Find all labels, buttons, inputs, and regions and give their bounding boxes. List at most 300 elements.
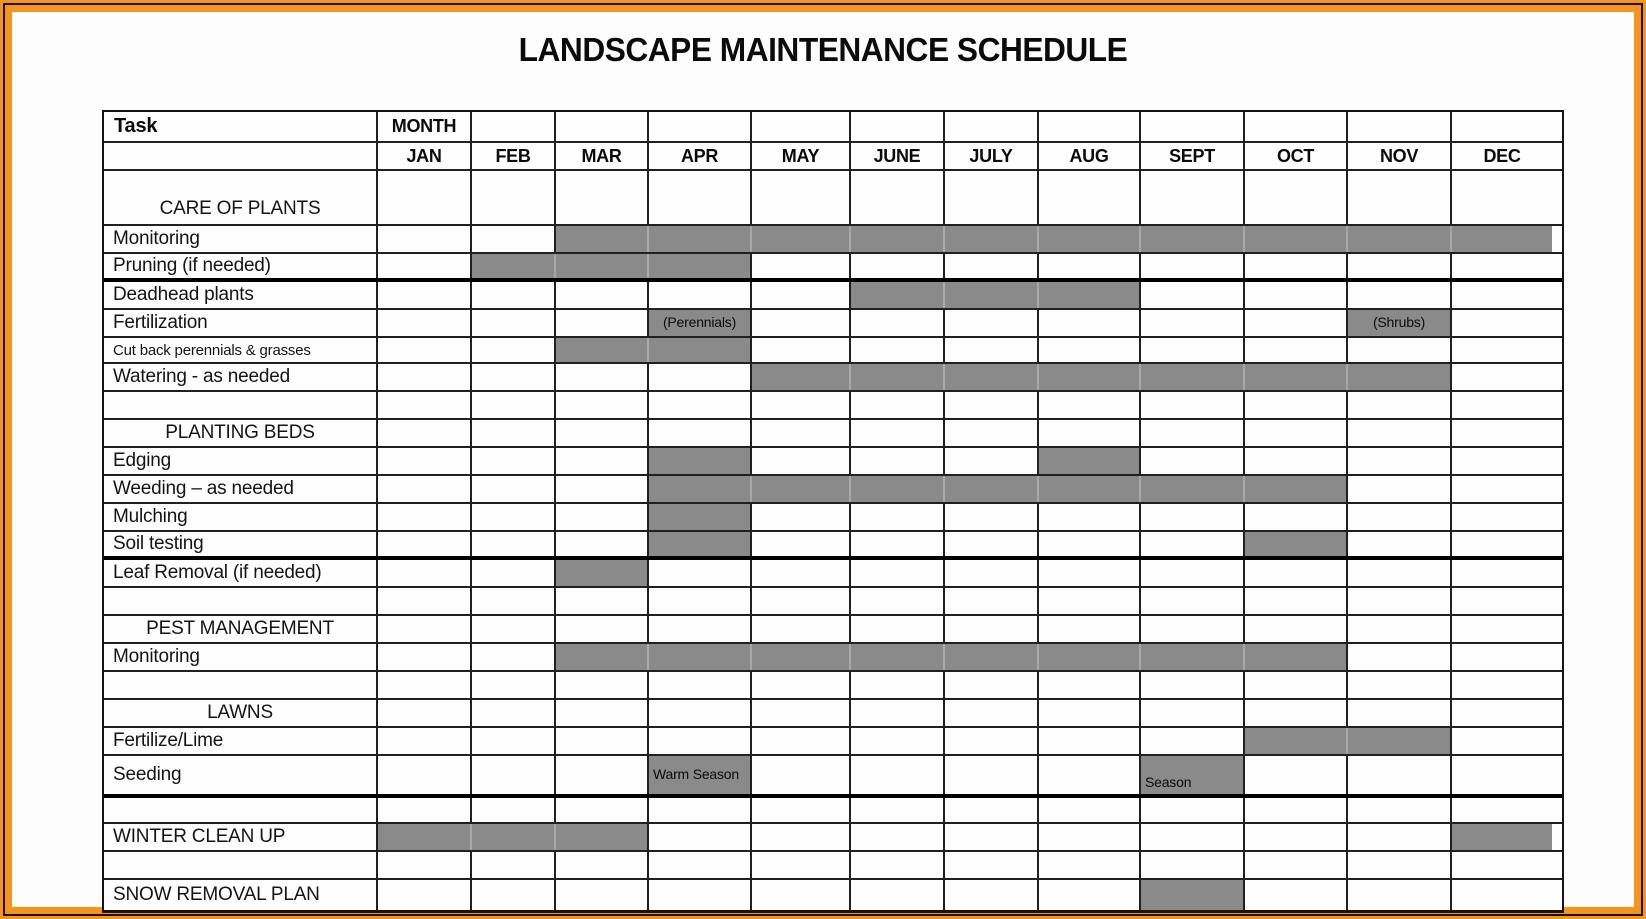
task-row-cut-back-perennials-grasses bbox=[104, 338, 1562, 364]
schedule-bar-cut-back-perennials-grasses-apr bbox=[647, 338, 750, 362]
schedule-cell-fertilize-lime-dec bbox=[1450, 728, 1552, 754]
maintenance-schedule-table bbox=[102, 110, 1564, 913]
section-row-lawns bbox=[104, 700, 1562, 728]
schedule-cell-row14-jan bbox=[376, 588, 470, 614]
section-row-care-of-plants bbox=[104, 171, 1562, 226]
schedule-cell-fertilization-jan bbox=[376, 310, 470, 336]
schedule-cell-row7-sept bbox=[1139, 392, 1243, 418]
schedule-cell-care-of-plants-july bbox=[943, 171, 1037, 224]
schedule-cell-lawns-apr bbox=[647, 700, 750, 726]
schedule-cell-care-of-plants-nov bbox=[1346, 171, 1450, 224]
header-row-months bbox=[104, 143, 1562, 171]
header-spacer-cell bbox=[1450, 112, 1552, 141]
schedule-cell-snow-removal-plan-mar bbox=[554, 880, 647, 910]
schedule-cell-row14-oct bbox=[1243, 588, 1346, 614]
schedule-cell-pest-management-oct bbox=[1243, 616, 1346, 642]
schedule-cell-lawns-sept bbox=[1139, 700, 1243, 726]
schedule-cell-row23-apr bbox=[647, 852, 750, 878]
schedule-cell-pest-management-apr bbox=[647, 616, 750, 642]
schedule-bar-seeding-sept bbox=[1139, 756, 1243, 794]
schedule-cell-soil-testing-dec bbox=[1450, 532, 1552, 556]
schedule-cell-lawns-may bbox=[750, 700, 849, 726]
task-label-cell bbox=[104, 588, 376, 614]
schedule-cell-deadhead-plants-may bbox=[750, 282, 849, 308]
schedule-cell-row7-july bbox=[943, 392, 1037, 418]
schedule-bar-watering-as-needed-may bbox=[750, 364, 849, 390]
schedule-cell-fertilization-july bbox=[943, 310, 1037, 336]
task-label-cell bbox=[104, 338, 376, 362]
spacer-row7 bbox=[104, 392, 1562, 420]
schedule-cell-soil-testing-aug bbox=[1037, 532, 1139, 556]
schedule-cell-row7-dec bbox=[1450, 392, 1552, 418]
schedule-cell-row17-nov bbox=[1346, 672, 1450, 698]
schedule-cell-pruning-if-needed-jan bbox=[376, 254, 470, 278]
schedule-bar-weeding-as-needed-june bbox=[849, 476, 943, 502]
schedule-cell-pest-management-june bbox=[849, 616, 943, 642]
schedule-cell-fertilization-mar bbox=[554, 310, 647, 336]
schedule-bar-weeding-as-needed-sept bbox=[1139, 476, 1243, 502]
schedule-cell-leaf-removal-if-needed-oct bbox=[1243, 560, 1346, 586]
task-row-deadhead-plants bbox=[104, 282, 1562, 310]
schedule-cell-mulching-dec bbox=[1450, 504, 1552, 530]
schedule-cell-mulching-may bbox=[750, 504, 849, 530]
schedule-bar-mulching-apr bbox=[647, 504, 750, 530]
schedule-cell-row21-jan bbox=[376, 798, 470, 822]
header-spacer-cell bbox=[470, 112, 554, 141]
section-title: CARE OF PLANTS bbox=[159, 198, 321, 219]
schedule-cell-winter-clean-up-oct bbox=[1243, 824, 1346, 850]
header-spacer-cell bbox=[1346, 112, 1450, 141]
schedule-cell-mulching-june bbox=[849, 504, 943, 530]
schedule-cell-row14-june bbox=[849, 588, 943, 614]
schedule-bar-monitoring-june bbox=[849, 644, 943, 670]
schedule-cell-pest-management-feb bbox=[470, 616, 554, 642]
schedule-cell-row23-oct bbox=[1243, 852, 1346, 878]
schedule-cell-lawns-july bbox=[943, 700, 1037, 726]
schedule-cell-monitoring-jan bbox=[376, 226, 470, 252]
schedule-bar-edging-apr bbox=[647, 448, 750, 474]
schedule-bar-pruning-if-needed-mar bbox=[554, 254, 647, 278]
schedule-cell-lawns-nov bbox=[1346, 700, 1450, 726]
schedule-cell-fertilize-lime-may bbox=[750, 728, 849, 754]
schedule-cell-weeding-as-needed-jan bbox=[376, 476, 470, 502]
schedule-bar-weeding-as-needed-apr bbox=[647, 476, 750, 502]
schedule-cell-fertilize-lime-june bbox=[849, 728, 943, 754]
schedule-cell-weeding-as-needed-feb bbox=[470, 476, 554, 502]
schedule-cell-planting-beds-sept bbox=[1139, 420, 1243, 446]
schedule-cell-seeding-june bbox=[849, 756, 943, 794]
schedule-cell-seeding-aug bbox=[1037, 756, 1139, 794]
schedule-cell-seeding-dec bbox=[1450, 756, 1552, 794]
schedule-bar-weeding-as-needed-oct bbox=[1243, 476, 1346, 502]
schedule-cell-edging-feb bbox=[470, 448, 554, 474]
schedule-cell-winter-clean-up-sept bbox=[1139, 824, 1243, 850]
schedule-cell-edging-nov bbox=[1346, 448, 1450, 474]
schedule-bar-monitoring-nov bbox=[1346, 226, 1450, 252]
task-label-cell bbox=[104, 254, 376, 278]
schedule-cell-row17-june bbox=[849, 672, 943, 698]
section-title: PLANTING BEDS bbox=[165, 422, 315, 443]
spacer-row17 bbox=[104, 672, 1562, 700]
schedule-cell-monitoring-dec bbox=[1450, 644, 1552, 670]
schedule-cell-care-of-plants-oct bbox=[1243, 171, 1346, 224]
schedule-cell-mulching-oct bbox=[1243, 504, 1346, 530]
task-row-monitoring bbox=[104, 644, 1562, 672]
schedule-cell-care-of-plants-apr bbox=[647, 171, 750, 224]
schedule-cell-soil-testing-feb bbox=[470, 532, 554, 556]
section-title: LAWNS bbox=[207, 702, 273, 723]
schedule-bar-monitoring-oct bbox=[1243, 644, 1346, 670]
schedule-cell-row17-mar bbox=[554, 672, 647, 698]
header-spacer-cell bbox=[750, 112, 849, 141]
task-name: Cut back perennials & grasses bbox=[113, 341, 311, 359]
schedule-cell-watering-as-needed-mar bbox=[554, 364, 647, 390]
schedule-cell-watering-as-needed-feb bbox=[470, 364, 554, 390]
spacer-row14 bbox=[104, 588, 1562, 616]
schedule-cell-care-of-plants-mar bbox=[554, 171, 647, 224]
schedule-cell-planting-beds-nov bbox=[1346, 420, 1450, 446]
task-row-pruning-if-needed bbox=[104, 254, 1562, 282]
schedule-cell-row14-may bbox=[750, 588, 849, 614]
schedule-cell-cut-back-perennials-grasses-aug bbox=[1037, 338, 1139, 362]
schedule-cell-deadhead-plants-feb bbox=[470, 282, 554, 308]
schedule-cell-planting-beds-july bbox=[943, 420, 1037, 446]
schedule-cell-mulching-mar bbox=[554, 504, 647, 530]
schedule-bar-monitoring-oct bbox=[1243, 226, 1346, 252]
schedule-cell-row21-may bbox=[750, 798, 849, 822]
schedule-cell-row21-feb bbox=[470, 798, 554, 822]
task-name: Pruning (if needed) bbox=[113, 255, 271, 276]
section-row-planting-beds bbox=[104, 420, 1562, 448]
schedule-bar-weeding-as-needed-july bbox=[943, 476, 1037, 502]
task-row-snow-removal-plan bbox=[104, 880, 1562, 910]
schedule-cell-monitoring-feb bbox=[470, 644, 554, 670]
schedule-cell-lawns-feb bbox=[470, 700, 554, 726]
schedule-cell-snow-removal-plan-may bbox=[750, 880, 849, 910]
schedule-cell-edging-oct bbox=[1243, 448, 1346, 474]
schedule-cell-leaf-removal-if-needed-july bbox=[943, 560, 1037, 586]
schedule-cell-cut-back-perennials-grasses-feb bbox=[470, 338, 554, 362]
schedule-cell-snow-removal-plan-apr bbox=[647, 880, 750, 910]
schedule-cell-seeding-feb bbox=[470, 756, 554, 794]
schedule-cell-row23-jan bbox=[376, 852, 470, 878]
header-spacer-cell bbox=[554, 112, 647, 141]
schedule-cell-fertilize-lime-aug bbox=[1037, 728, 1139, 754]
task-label-cell bbox=[104, 532, 376, 556]
schedule-cell-soil-testing-sept bbox=[1139, 532, 1243, 556]
schedule-cell-row21-nov bbox=[1346, 798, 1450, 822]
task-row-soil-testing bbox=[104, 532, 1562, 560]
task-row-fertilization bbox=[104, 310, 1562, 338]
schedule-cell-watering-as-needed-jan bbox=[376, 364, 470, 390]
schedule-cell-pest-management-sept bbox=[1139, 616, 1243, 642]
page-title: LANDSCAPE MAINTENANCE SCHEDULE bbox=[518, 31, 1128, 68]
schedule-cell-snow-removal-plan-nov bbox=[1346, 880, 1450, 910]
schedule-cell-leaf-removal-if-needed-jan bbox=[376, 560, 470, 586]
task-label-cell bbox=[104, 392, 376, 418]
schedule-cell-pruning-if-needed-may bbox=[750, 254, 849, 278]
header-spacer-cell bbox=[1037, 112, 1139, 141]
schedule-cell-planting-beds-oct bbox=[1243, 420, 1346, 446]
month-header-dec: DEC bbox=[1450, 143, 1552, 169]
section-title: PEST MANAGEMENT bbox=[146, 618, 334, 639]
schedule-cell-row21-june bbox=[849, 798, 943, 822]
schedule-cell-seeding-jan bbox=[376, 756, 470, 794]
header-row-task-month bbox=[104, 112, 1562, 143]
schedule-cell-row14-dec bbox=[1450, 588, 1552, 614]
task-label-cell bbox=[104, 824, 376, 850]
schedule-cell-care-of-plants-feb bbox=[470, 171, 554, 224]
schedule-cell-pest-management-may bbox=[750, 616, 849, 642]
schedule-cell-pruning-if-needed-june bbox=[849, 254, 943, 278]
schedule-cell-winter-clean-up-july bbox=[943, 824, 1037, 850]
schedule-cell-row7-aug bbox=[1037, 392, 1139, 418]
schedule-bar-weeding-as-needed-aug bbox=[1037, 476, 1139, 502]
schedule-cell-row7-oct bbox=[1243, 392, 1346, 418]
schedule-bar-monitoring-may bbox=[750, 644, 849, 670]
schedule-cell-soil-testing-mar bbox=[554, 532, 647, 556]
schedule-cell-snow-removal-plan-july bbox=[943, 880, 1037, 910]
schedule-cell-leaf-removal-if-needed-sept bbox=[1139, 560, 1243, 586]
schedule-cell-leaf-removal-if-needed-june bbox=[849, 560, 943, 586]
schedule-bar-watering-as-needed-nov bbox=[1346, 364, 1450, 390]
bar-annotation: Season bbox=[1145, 773, 1192, 790]
month-header-feb: FEB bbox=[470, 143, 554, 169]
task-row-mulching bbox=[104, 504, 1562, 532]
task-label-cell bbox=[104, 282, 376, 308]
schedule-cell-cut-back-perennials-grasses-jan bbox=[376, 338, 470, 362]
schedule-cell-fertilization-sept bbox=[1139, 310, 1243, 336]
schedule-cell-winter-clean-up-apr bbox=[647, 824, 750, 850]
schedule-bar-fertilize-lime-nov bbox=[1346, 728, 1450, 754]
schedule-cell-row23-nov bbox=[1346, 852, 1450, 878]
schedule-cell-lawns-aug bbox=[1037, 700, 1139, 726]
month-header-apr: APR bbox=[647, 143, 750, 169]
schedule-bar-winter-clean-up-dec bbox=[1450, 824, 1552, 850]
schedule-bar-monitoring-sept bbox=[1139, 226, 1243, 252]
schedule-cell-edging-dec bbox=[1450, 448, 1552, 474]
schedule-bar-watering-as-needed-june bbox=[849, 364, 943, 390]
task-label-cell bbox=[104, 728, 376, 754]
schedule-cell-row17-july bbox=[943, 672, 1037, 698]
schedule-cell-cut-back-perennials-grasses-may bbox=[750, 338, 849, 362]
schedule-cell-winter-clean-up-may bbox=[750, 824, 849, 850]
schedule-cell-weeding-as-needed-nov bbox=[1346, 476, 1450, 502]
schedule-cell-row7-mar bbox=[554, 392, 647, 418]
schedule-cell-pest-management-nov bbox=[1346, 616, 1450, 642]
header-spacer-cell bbox=[1139, 112, 1243, 141]
schedule-bar-winter-clean-up-mar bbox=[554, 824, 647, 850]
task-row-watering-as-needed bbox=[104, 364, 1562, 392]
task-label-cell bbox=[104, 644, 376, 670]
task-label-cell bbox=[104, 756, 376, 794]
schedule-bar-monitoring-aug bbox=[1037, 226, 1139, 252]
schedule-bar-fertilization-apr bbox=[647, 310, 750, 336]
schedule-cell-leaf-removal-if-needed-nov bbox=[1346, 560, 1450, 586]
header-spacer-cell bbox=[1243, 112, 1346, 141]
schedule-cell-snow-removal-plan-aug bbox=[1037, 880, 1139, 910]
task-name: Deadhead plants bbox=[113, 284, 254, 305]
schedule-cell-fertilize-lime-apr bbox=[647, 728, 750, 754]
schedule-cell-snow-removal-plan-feb bbox=[470, 880, 554, 910]
schedule-cell-mulching-sept bbox=[1139, 504, 1243, 530]
schedule-bar-winter-clean-up-feb bbox=[470, 824, 554, 850]
schedule-cell-row23-sept bbox=[1139, 852, 1243, 878]
schedule-cell-fertilize-lime-sept bbox=[1139, 728, 1243, 754]
schedule-cell-row21-july bbox=[943, 798, 1037, 822]
schedule-cell-fertilize-lime-jan bbox=[376, 728, 470, 754]
month-label-header: MONTH bbox=[376, 112, 470, 141]
task-label-cell bbox=[104, 880, 376, 910]
schedule-cell-snow-removal-plan-oct bbox=[1243, 880, 1346, 910]
schedule-cell-row21-dec bbox=[1450, 798, 1552, 822]
schedule-cell-cut-back-perennials-grasses-sept bbox=[1139, 338, 1243, 362]
task-name: WINTER CLEAN UP bbox=[113, 826, 286, 847]
header-spacer-cell bbox=[943, 112, 1037, 141]
task-row-seeding bbox=[104, 756, 1562, 798]
header-spacer-cell bbox=[849, 112, 943, 141]
schedule-cell-row14-feb bbox=[470, 588, 554, 614]
task-label-cell bbox=[104, 448, 376, 474]
schedule-cell-edging-mar bbox=[554, 448, 647, 474]
schedule-cell-deadhead-plants-apr bbox=[647, 282, 750, 308]
schedule-cell-planting-beds-apr bbox=[647, 420, 750, 446]
schedule-cell-row23-mar bbox=[554, 852, 647, 878]
task-name: Leaf Removal (if needed) bbox=[113, 562, 322, 583]
schedule-cell-soil-testing-nov bbox=[1346, 532, 1450, 556]
schedule-cell-row14-mar bbox=[554, 588, 647, 614]
section-label-cell bbox=[104, 616, 376, 642]
schedule-cell-deadhead-plants-oct bbox=[1243, 282, 1346, 308]
schedule-cell-pest-management-mar bbox=[554, 616, 647, 642]
schedule-cell-row17-aug bbox=[1037, 672, 1139, 698]
schedule-cell-mulching-feb bbox=[470, 504, 554, 530]
task-name: Monitoring bbox=[113, 228, 200, 249]
schedule-cell-planting-beds-feb bbox=[470, 420, 554, 446]
schedule-cell-pruning-if-needed-sept bbox=[1139, 254, 1243, 278]
task-name: Fertilization bbox=[113, 312, 208, 333]
schedule-cell-row14-apr bbox=[647, 588, 750, 614]
schedule-cell-deadhead-plants-dec bbox=[1450, 282, 1552, 308]
schedule-bar-fertilize-lime-oct bbox=[1243, 728, 1346, 754]
schedule-cell-seeding-july bbox=[943, 756, 1037, 794]
month-header-mar: MAR bbox=[554, 143, 647, 169]
task-label-cell bbox=[104, 310, 376, 336]
schedule-cell-row7-june bbox=[849, 392, 943, 418]
task-name: Edging bbox=[113, 450, 171, 471]
schedule-cell-pest-management-dec bbox=[1450, 616, 1552, 642]
schedule-cell-row7-nov bbox=[1346, 392, 1450, 418]
schedule-cell-row7-feb bbox=[470, 392, 554, 418]
schedule-cell-deadhead-plants-sept bbox=[1139, 282, 1243, 308]
schedule-cell-row23-dec bbox=[1450, 852, 1552, 878]
schedule-bar-pruning-if-needed-feb bbox=[470, 254, 554, 278]
schedule-bar-deadhead-plants-june bbox=[849, 282, 943, 308]
schedule-cell-row21-oct bbox=[1243, 798, 1346, 822]
schedule-cell-fertilization-may bbox=[750, 310, 849, 336]
schedule-cell-planting-beds-mar bbox=[554, 420, 647, 446]
schedule-cell-row17-may bbox=[750, 672, 849, 698]
schedule-bar-edging-aug bbox=[1037, 448, 1139, 474]
task-row-edging bbox=[104, 448, 1562, 476]
schedule-bar-seeding-apr bbox=[647, 756, 750, 794]
schedule-cell-fertilize-lime-feb bbox=[470, 728, 554, 754]
schedule-cell-row23-aug bbox=[1037, 852, 1139, 878]
schedule-cell-pruning-if-needed-dec bbox=[1450, 254, 1552, 278]
schedule-bar-watering-as-needed-sept bbox=[1139, 364, 1243, 390]
schedule-cell-seeding-mar bbox=[554, 756, 647, 794]
schedule-cell-leaf-removal-if-needed-feb bbox=[470, 560, 554, 586]
schedule-cell-seeding-oct bbox=[1243, 756, 1346, 794]
schedule-cell-soil-testing-june bbox=[849, 532, 943, 556]
schedule-bar-watering-as-needed-july bbox=[943, 364, 1037, 390]
schedule-cell-fertilization-dec bbox=[1450, 310, 1552, 336]
task-column-spacer bbox=[104, 143, 376, 169]
schedule-cell-seeding-may bbox=[750, 756, 849, 794]
schedule-cell-row17-sept bbox=[1139, 672, 1243, 698]
schedule-cell-row14-nov bbox=[1346, 588, 1450, 614]
schedule-cell-mulching-nov bbox=[1346, 504, 1450, 530]
schedule-cell-watering-as-needed-dec bbox=[1450, 364, 1552, 390]
schedule-cell-cut-back-perennials-grasses-july bbox=[943, 338, 1037, 362]
schedule-cell-row7-apr bbox=[647, 392, 750, 418]
schedule-bar-soil-testing-oct bbox=[1243, 532, 1346, 556]
schedule-cell-pest-management-aug bbox=[1037, 616, 1139, 642]
schedule-cell-lawns-june bbox=[849, 700, 943, 726]
schedule-cell-row17-feb bbox=[470, 672, 554, 698]
month-header-may: MAY bbox=[750, 143, 849, 169]
schedule-cell-pruning-if-needed-aug bbox=[1037, 254, 1139, 278]
header-spacer-cell bbox=[647, 112, 750, 141]
schedule-cell-planting-beds-june bbox=[849, 420, 943, 446]
schedule-cell-deadhead-plants-mar bbox=[554, 282, 647, 308]
section-label-cell bbox=[104, 171, 376, 224]
schedule-cell-row23-july bbox=[943, 852, 1037, 878]
schedule-cell-seeding-nov bbox=[1346, 756, 1450, 794]
spacer-row23 bbox=[104, 852, 1562, 880]
schedule-cell-edging-july bbox=[943, 448, 1037, 474]
task-label-cell bbox=[104, 798, 376, 822]
schedule-cell-deadhead-plants-nov bbox=[1346, 282, 1450, 308]
schedule-cell-fertilize-lime-mar bbox=[554, 728, 647, 754]
schedule-bar-snow-removal-plan-sept bbox=[1139, 880, 1243, 910]
schedule-cell-soil-testing-may bbox=[750, 532, 849, 556]
section-label-cell bbox=[104, 420, 376, 446]
section-label-cell bbox=[104, 700, 376, 726]
schedule-cell-row7-may bbox=[750, 392, 849, 418]
schedule-cell-leaf-removal-if-needed-dec bbox=[1450, 560, 1552, 586]
task-row-fertilize-lime bbox=[104, 728, 1562, 756]
schedule-cell-lawns-dec bbox=[1450, 700, 1552, 726]
schedule-cell-monitoring-jan bbox=[376, 644, 470, 670]
month-header-nov: NOV bbox=[1346, 143, 1450, 169]
schedule-bar-monitoring-mar bbox=[554, 644, 647, 670]
month-header-jan: JAN bbox=[376, 143, 470, 169]
schedule-cell-row23-june bbox=[849, 852, 943, 878]
schedule-cell-row17-dec bbox=[1450, 672, 1552, 698]
schedule-cell-snow-removal-plan-dec bbox=[1450, 880, 1552, 910]
schedule-bar-cut-back-perennials-grasses-mar bbox=[554, 338, 647, 362]
schedule-cell-planting-beds-may bbox=[750, 420, 849, 446]
schedule-cell-care-of-plants-june bbox=[849, 171, 943, 224]
bar-annotation: (Perennials) bbox=[662, 314, 737, 331]
schedule-cell-weeding-as-needed-mar bbox=[554, 476, 647, 502]
schedule-cell-pruning-if-needed-july bbox=[943, 254, 1037, 278]
schedule-bar-monitoring-june bbox=[849, 226, 943, 252]
schedule-cell-row14-aug bbox=[1037, 588, 1139, 614]
schedule-cell-cut-back-perennials-grasses-oct bbox=[1243, 338, 1346, 362]
task-row-leaf-removal-if-needed bbox=[104, 560, 1562, 588]
